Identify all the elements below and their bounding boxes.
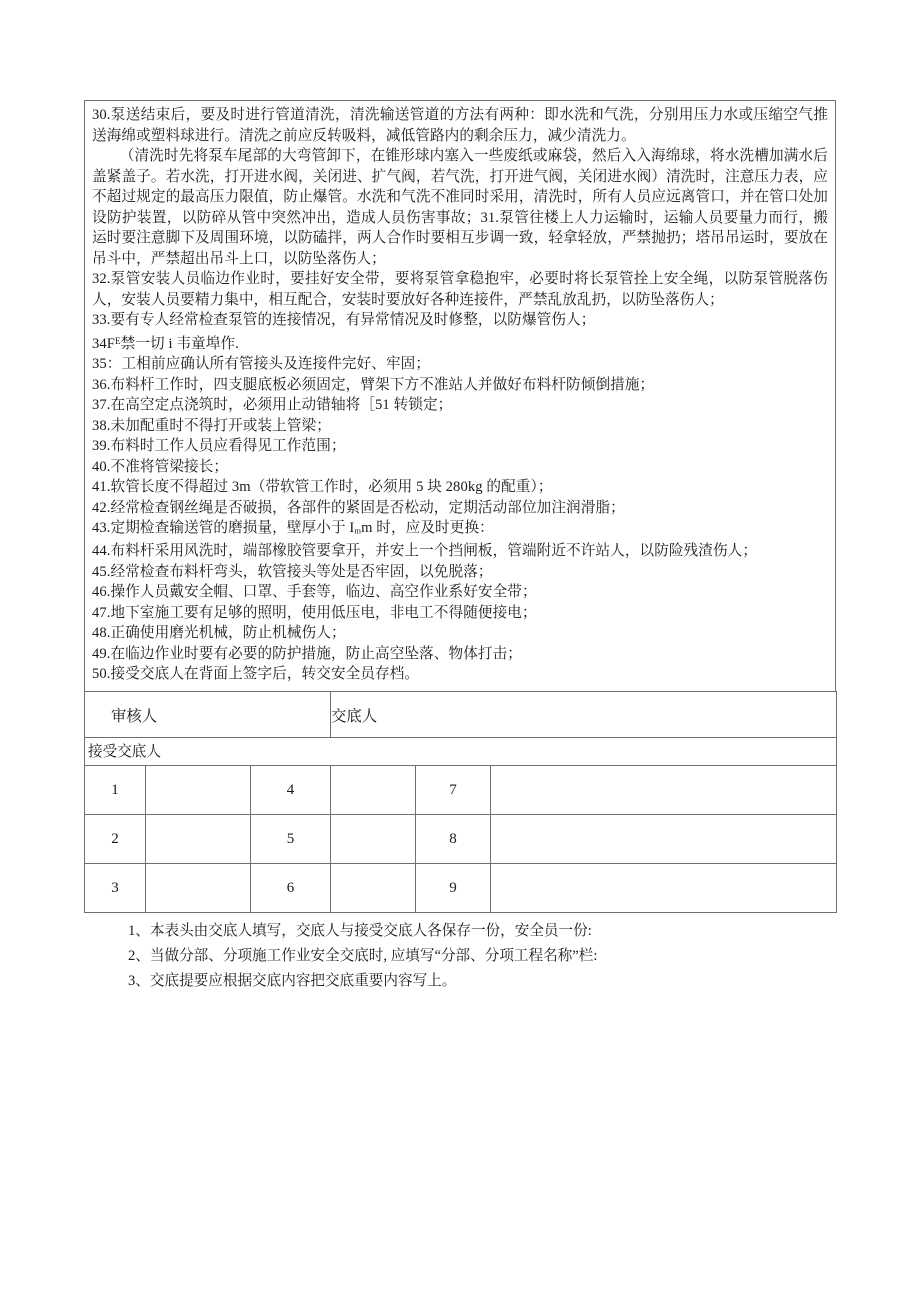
reviewer-label-cell: 审核人 [85, 692, 331, 738]
table-row [85, 815, 837, 864]
signature-field[interactable] [491, 815, 837, 864]
paragraph-item-49: 49.在临边作业时要有必要的防护措施，防止高空坠落、物体打击； [92, 645, 522, 662]
paragraph-item-30-note: （清洗时先将泵车尾部的大弯管卸下，在锥形球内塞入一些废纸或麻袋，然后入入海绵球，将水洗槽加满水后盖紧盖子。若水洗，打开进水阀，关闭进、扩气阀，若气洗，打开进气阀，关闭进水阀）清洗时，注意压力表，应不超过规定的最高压力限值，防止爆管。水洗和气洗不准同时采用，清洗时，所有人员应远离管口，并在管口处加设防护装置，以防碎从管中突然冲出，造成人员伤害事故；31.泵管往楼上人力运输时，运输人员要量力而行，搬运时要注意脚下及周围环境，以防磕拌，两人合作时要相互步调一致，轻拿轻放，严禁抛扔；塔吊吊运时，要放在吊斗中，严禁超出吊斗上口，以防坠落伤人； [92, 148, 828, 267]
signature-number: 9 [416, 864, 491, 913]
paragraph-item-44: 44.布料杆采用风洗时，端部橡胶管要拿开，并安上一个挡闸板，管端附近不许站人，以防险残渣伤人； [92, 543, 758, 560]
signature-number: 8 [416, 815, 491, 864]
paragraph-item-33: 33.要有专人经常检查泵管的连接情况，有异常情况及时修整，以防爆管伤人； [92, 312, 596, 328]
briefing-content-box [84, 100, 836, 692]
paragraph-item-38: 38.未加配重时不得打开或装上管梁； [92, 417, 331, 434]
signature-field[interactable] [331, 766, 416, 815]
paragraph-item-34: $34F^E$禁一切 i 韦童埠作. [92, 335, 239, 352]
paragraph-item-41: 41.软管长度不得超过 3m（带软管工作时，必须用 5 块 280kg 的配重）； [92, 479, 553, 496]
signature-field[interactable] [331, 815, 416, 864]
paragraph-item-45: 45.经常检查布料杆弯头，软管接头等处是否牢固，以免脱落； [92, 563, 493, 580]
receiver-label-cell: 接受交底人 [85, 738, 837, 766]
signature-number: 6 [251, 864, 331, 913]
signature-field[interactable] [491, 864, 837, 913]
paragraph-item-42: 42.经常检查钢丝绳是否破损，各部件的紧固是否松动，定期活动部位加注润滑脂； [92, 499, 625, 516]
briefer-label-cell: 交底人 [331, 692, 837, 738]
paragraph-item-40: 40.不准将管梁接长； [92, 458, 229, 475]
signature-number: 1 [85, 766, 146, 815]
signature-field[interactable] [331, 864, 416, 913]
signature-field[interactable] [146, 864, 251, 913]
table-row-roles [85, 692, 837, 738]
signature-number: 4 [251, 766, 331, 815]
footer-note: 3、交底提要应根据交底内容把交底重要内容写上。 [128, 973, 457, 989]
signature-field[interactable] [146, 766, 251, 815]
table-row [85, 864, 837, 913]
signature-number: 3 [85, 864, 146, 913]
footer-notes [84, 919, 836, 994]
footer-note: 2、当做分部、分项施工作业安全交底时, 应填写“分部、分项工程名称”栏: [128, 948, 598, 964]
paragraph-item-48: 48.正确使用磨光机械，防止机械伤人； [92, 625, 346, 642]
signature-number: 7 [416, 766, 491, 815]
paragraph-item-32: 32.泵管安装人员临边作业时，要挂好安全带，要将泵管拿稳抱牢，必要时将长泵管拴上安全绳，以防泵管脱落伤人，安装人员要精力集中，相互配合，安装时要放好各种连接件，严禁乱放乱扔，以防坠落伤人； [92, 271, 828, 308]
table-row-receiver [85, 738, 837, 766]
paragraph-item-30: 30.泵送结束后，要及时进行管道清洗，清洗输送管道的方法有两种：即水洗和气洗，分别用压力水或压缩空气推送海绵或塑料球进行。清洗之前应反转吸料，减低管路内的剩余压力，减少清洗力。 [92, 107, 828, 144]
table-row [85, 766, 837, 815]
paragraph-item-43: 43.定期检查输送管的磨损量，壁厚小于 $I_mm$ 时，应及时更换： [92, 520, 494, 537]
paragraph-item-35: 35：工相前应确认所有管接头及连接件完好、牢固； [92, 356, 431, 373]
signature-field[interactable] [146, 815, 251, 864]
paragraph-item-50: 50.接受交底人在背面上签字后，转交安全员存档。 [92, 666, 420, 683]
paragraph-item-37: 37.在高空定点浇筑时，必须用止动错轴将［51 转锁定； [92, 397, 453, 414]
paragraph-item-36: 36.布料杆工作时，四支腿底板必须固定，臂架下方不准站人并做好布料杆防倾倒措施； [92, 376, 655, 393]
signature-number: 5 [251, 815, 331, 864]
signature-number: 2 [85, 815, 146, 864]
signature-field[interactable] [491, 766, 837, 815]
footer-note: 1、本表头由交底人填写，交底人与接受交底人各保存一份，安全员一份: [128, 923, 592, 939]
signature-table [84, 691, 837, 913]
paragraph-item-47: 47.地下室施工要有足够的照明，使用低压电，非电工不得随便接电； [92, 604, 537, 621]
paragraph-item-39: 39.布料时工作人员应看得见工作范围； [92, 438, 346, 455]
paragraph-item-46: 46.操作人员戴安全帽、口罩、手套等，临边、高空作业系好安全带； [92, 584, 537, 601]
